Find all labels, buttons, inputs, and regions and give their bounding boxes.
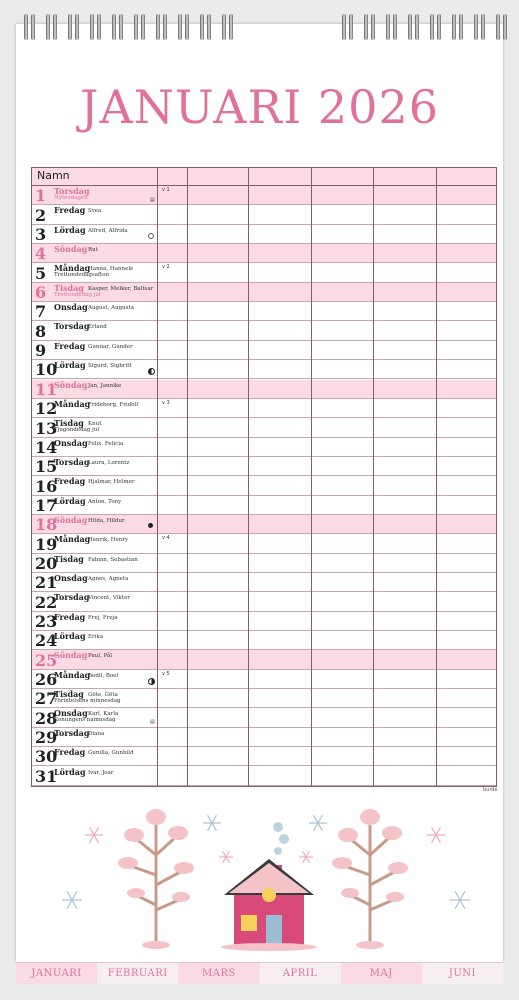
- spiral-ring: [198, 14, 214, 42]
- day-number: 10: [35, 360, 58, 380]
- day-row[interactable]: [32, 496, 496, 515]
- winter-illustration: [16, 795, 503, 955]
- month-tab-februari[interactable]: FEBRUARI: [97, 962, 178, 984]
- day-row[interactable]: [32, 631, 496, 650]
- day-row[interactable]: [32, 573, 496, 592]
- day-number: 23: [35, 612, 58, 632]
- name-day-label: Gunnar, Gunder: [88, 343, 133, 350]
- day-number: 20: [35, 553, 58, 573]
- weekday-label: Onsdag: [54, 437, 88, 448]
- day-row[interactable]: [32, 225, 496, 244]
- weekday-label: Tisdag: [54, 553, 84, 564]
- name-day-label: Ivar, Joar: [88, 769, 114, 776]
- day-number: 29: [35, 728, 58, 748]
- day-number: 15: [35, 457, 58, 477]
- name-day-label: Felix, Felicia: [88, 440, 124, 447]
- holiday-note: Trettondedag jul: [54, 291, 101, 298]
- week-number: v 2: [162, 264, 170, 271]
- spiral-ring: [384, 14, 400, 42]
- name-day-label: Hilda, Hildur: [88, 517, 125, 524]
- weekday-label: Söndag: [54, 379, 88, 390]
- name-day-label: Karl, Karla: [88, 711, 119, 718]
- day-number: 19: [35, 534, 58, 554]
- column-divider: [187, 168, 188, 786]
- day-number: 11: [35, 379, 58, 399]
- holiday-note: Konungens namnsdag: [54, 717, 116, 724]
- spiral-ring: [176, 14, 192, 42]
- spiral-binding: [22, 14, 497, 44]
- name-day-label: Kasper, Melker, Baltsar: [88, 285, 154, 292]
- day-row[interactable]: [32, 534, 496, 553]
- holiday-note: Nyårsdagen: [54, 195, 88, 201]
- month-tab-januari[interactable]: JANUARI: [16, 962, 97, 984]
- day-row[interactable]: [32, 380, 496, 399]
- month-tab-juni[interactable]: JUNI: [422, 962, 503, 984]
- spiral-ring: [154, 14, 170, 42]
- spiral-ring: [22, 14, 38, 42]
- weekday-label: Fredag: [54, 611, 86, 622]
- name-day-label: Fabian, Sebastian: [88, 556, 138, 563]
- name-day-label: Alfred, Alfrida: [88, 227, 128, 234]
- day-row[interactable]: [32, 612, 496, 631]
- name-day-label: Erland: [88, 324, 107, 331]
- day-row[interactable]: [32, 767, 496, 786]
- day-row[interactable]: [32, 341, 496, 360]
- day-number: 12: [35, 399, 58, 419]
- day-row[interactable]: [32, 399, 496, 418]
- weekday-label: Lördag: [54, 224, 86, 235]
- weekday-label: Lördag: [54, 360, 86, 371]
- day-number: 7: [35, 302, 47, 322]
- weekday-label: Tisdag: [54, 282, 84, 293]
- day-row[interactable]: [32, 708, 496, 727]
- day-number: 26: [35, 670, 58, 690]
- spiral-ring: [450, 14, 466, 42]
- day-row[interactable]: [32, 457, 496, 476]
- calendar-grid: [31, 167, 497, 787]
- day-number: 6: [35, 283, 47, 303]
- spiral-ring: [88, 14, 104, 42]
- name-day-label: Gunilla, Gunhild: [88, 750, 134, 757]
- month-tab-april[interactable]: APRIL: [260, 962, 341, 984]
- day-row[interactable]: [32, 360, 496, 379]
- day-row[interactable]: [32, 728, 496, 747]
- holiday-note: Tjugondedag jul: [54, 427, 100, 434]
- weekday-label: Måndag: [54, 669, 91, 680]
- weekday-label: Lördag: [54, 766, 86, 777]
- name-day-label: Erika: [88, 634, 104, 641]
- weekday-label: Söndag: [54, 514, 88, 525]
- day-row[interactable]: [32, 554, 496, 573]
- day-number: 25: [35, 650, 58, 670]
- name-day-label: Frej, Freja: [88, 614, 118, 621]
- house-icon: [221, 859, 317, 951]
- day-row[interactable]: [32, 476, 496, 495]
- name-column-header: Namn: [37, 169, 70, 182]
- day-number: 31: [35, 766, 58, 786]
- name-day-label: August, Augusta: [88, 305, 134, 312]
- day-number: 8: [35, 321, 47, 341]
- day-row[interactable]: [32, 263, 496, 282]
- day-number: 14: [35, 437, 58, 457]
- day-row[interactable]: [32, 186, 496, 205]
- day-number: 21: [35, 573, 58, 593]
- weekday-label: Torsdag: [54, 321, 90, 332]
- day-number: 18: [35, 515, 58, 535]
- weekday-label: Onsdag: [54, 708, 88, 719]
- day-number: 2: [35, 205, 47, 225]
- weekday-label: Torsdag: [54, 186, 90, 196]
- weekday-label: Onsdag: [54, 573, 88, 583]
- bare-tree-icon: [118, 809, 194, 949]
- spiral-ring: [406, 14, 422, 42]
- spiral-ring: [220, 14, 236, 42]
- weekday-label: Fredag: [54, 476, 86, 487]
- weekday-label: Torsdag: [54, 727, 90, 738]
- name-day-label: Jan, Jannike: [88, 382, 122, 389]
- weekday-label: Lördag: [54, 495, 86, 506]
- month-tabs: [16, 962, 503, 984]
- day-number: 4: [35, 244, 47, 264]
- day-number: 24: [35, 631, 58, 651]
- name-day-label: Göte, Göta: [88, 692, 118, 699]
- month-title: JANUARI 2026: [80, 80, 439, 134]
- day-number: 3: [35, 225, 47, 245]
- spiral-ring: [66, 14, 82, 42]
- day-number: 22: [35, 592, 58, 612]
- weekday-label: Måndag: [54, 534, 91, 545]
- day-row[interactable]: [32, 650, 496, 669]
- week-number: v 4: [162, 535, 170, 542]
- weekday-label: Måndag: [54, 263, 91, 274]
- day-row[interactable]: [32, 418, 496, 437]
- day-row[interactable]: [32, 321, 496, 340]
- day-row[interactable]: [32, 302, 496, 321]
- holiday-note: Trettondedagsafton: [54, 272, 110, 279]
- weekday-label: Torsdag: [54, 456, 90, 467]
- spiral-ring: [362, 14, 378, 42]
- name-day-label: Hjalmar, Helmer: [88, 479, 135, 486]
- spiral-ring: [110, 14, 126, 42]
- name-day-label: Sigurd, Sigbritt: [88, 363, 132, 370]
- first-quarter-moon-icon: [148, 678, 155, 685]
- weekday-label: Måndag: [54, 398, 91, 409]
- name-day-label: Knut: [88, 421, 102, 428]
- day-number: 16: [35, 476, 58, 496]
- name-day-label: Paul, Pål: [88, 653, 113, 660]
- weekday-label: Fredag: [54, 747, 86, 758]
- column-divider: [157, 168, 158, 786]
- day-row[interactable]: [32, 670, 496, 689]
- new-moon-icon: [148, 523, 153, 528]
- day-number: 30: [35, 747, 58, 767]
- weekday-label: Fredag: [54, 340, 86, 351]
- day-row[interactable]: [32, 438, 496, 457]
- name-day-label: Vincent, Viktor: [88, 595, 130, 602]
- name-day-label: Rut: [88, 247, 98, 254]
- weekday-label: Söndag: [54, 650, 88, 661]
- name-day-label: Henrik, Henry: [88, 537, 129, 544]
- publisher-label: burde: [483, 787, 498, 793]
- month-tab-maj[interactable]: MAJ: [341, 962, 422, 984]
- day-number: 5: [35, 263, 47, 283]
- weekday-label: Onsdag: [54, 302, 88, 313]
- full-moon-icon: [148, 233, 154, 239]
- name-day-label: Anton, Tony: [88, 498, 122, 505]
- name-day-label: Laura, Lorentz: [88, 459, 130, 466]
- chimney-smoke-icon: [273, 822, 289, 855]
- day-row[interactable]: [32, 515, 496, 534]
- bare-tree-icon: [332, 809, 408, 949]
- flag-icon: ▤: [150, 197, 155, 203]
- day-number: 13: [35, 418, 58, 438]
- day-row[interactable]: [32, 592, 496, 611]
- name-day-label: Frideborg, Fridolf: [88, 401, 139, 408]
- day-number: 9: [35, 341, 47, 361]
- last-quarter-moon-icon: [148, 368, 155, 375]
- name-day-label: Bodil, Boel: [88, 672, 119, 679]
- grid-header: [32, 168, 496, 186]
- flag-icon: ▤: [150, 719, 155, 726]
- spiral-ring: [132, 14, 148, 42]
- column-divider: [436, 168, 437, 786]
- weekday-label: Fredag: [54, 205, 86, 216]
- weekday-label: Tisdag: [54, 418, 84, 429]
- spiral-ring: [428, 14, 444, 42]
- day-row[interactable]: [32, 244, 496, 263]
- spiral-ring: [494, 14, 510, 42]
- spiral-ring: [472, 14, 488, 42]
- spiral-ring: [44, 14, 60, 42]
- weekday-label: Tisdag: [54, 689, 84, 700]
- day-number: 17: [35, 495, 58, 515]
- day-number: 28: [35, 708, 58, 728]
- name-day-label: Svea: [88, 208, 102, 215]
- weekday-label: Torsdag: [54, 592, 90, 603]
- column-divider: [373, 168, 374, 786]
- column-divider: [311, 168, 312, 786]
- weekday-label: Lördag: [54, 631, 86, 642]
- name-day-label: Agnes, Agneta: [88, 576, 129, 582]
- weekday-label: Söndag: [54, 244, 88, 255]
- week-number: v 5: [162, 670, 170, 677]
- name-day-label: Diana: [88, 730, 105, 737]
- day-row[interactable]: [32, 689, 496, 708]
- week-number: v 3: [162, 399, 170, 406]
- day-row[interactable]: [32, 747, 496, 766]
- week-number: v 1: [162, 187, 170, 193]
- day-row[interactable]: [32, 283, 496, 302]
- name-day-label: Hanna, Hannele: [88, 266, 134, 273]
- day-row[interactable]: [32, 205, 496, 224]
- day-number: 27: [35, 689, 58, 709]
- column-divider: [248, 168, 249, 786]
- month-tab-mars[interactable]: MARS: [178, 962, 259, 984]
- spiral-ring: [340, 14, 356, 42]
- day-number: 1: [35, 186, 47, 206]
- holiday-note: Förintelsens minnesdag: [54, 698, 121, 705]
